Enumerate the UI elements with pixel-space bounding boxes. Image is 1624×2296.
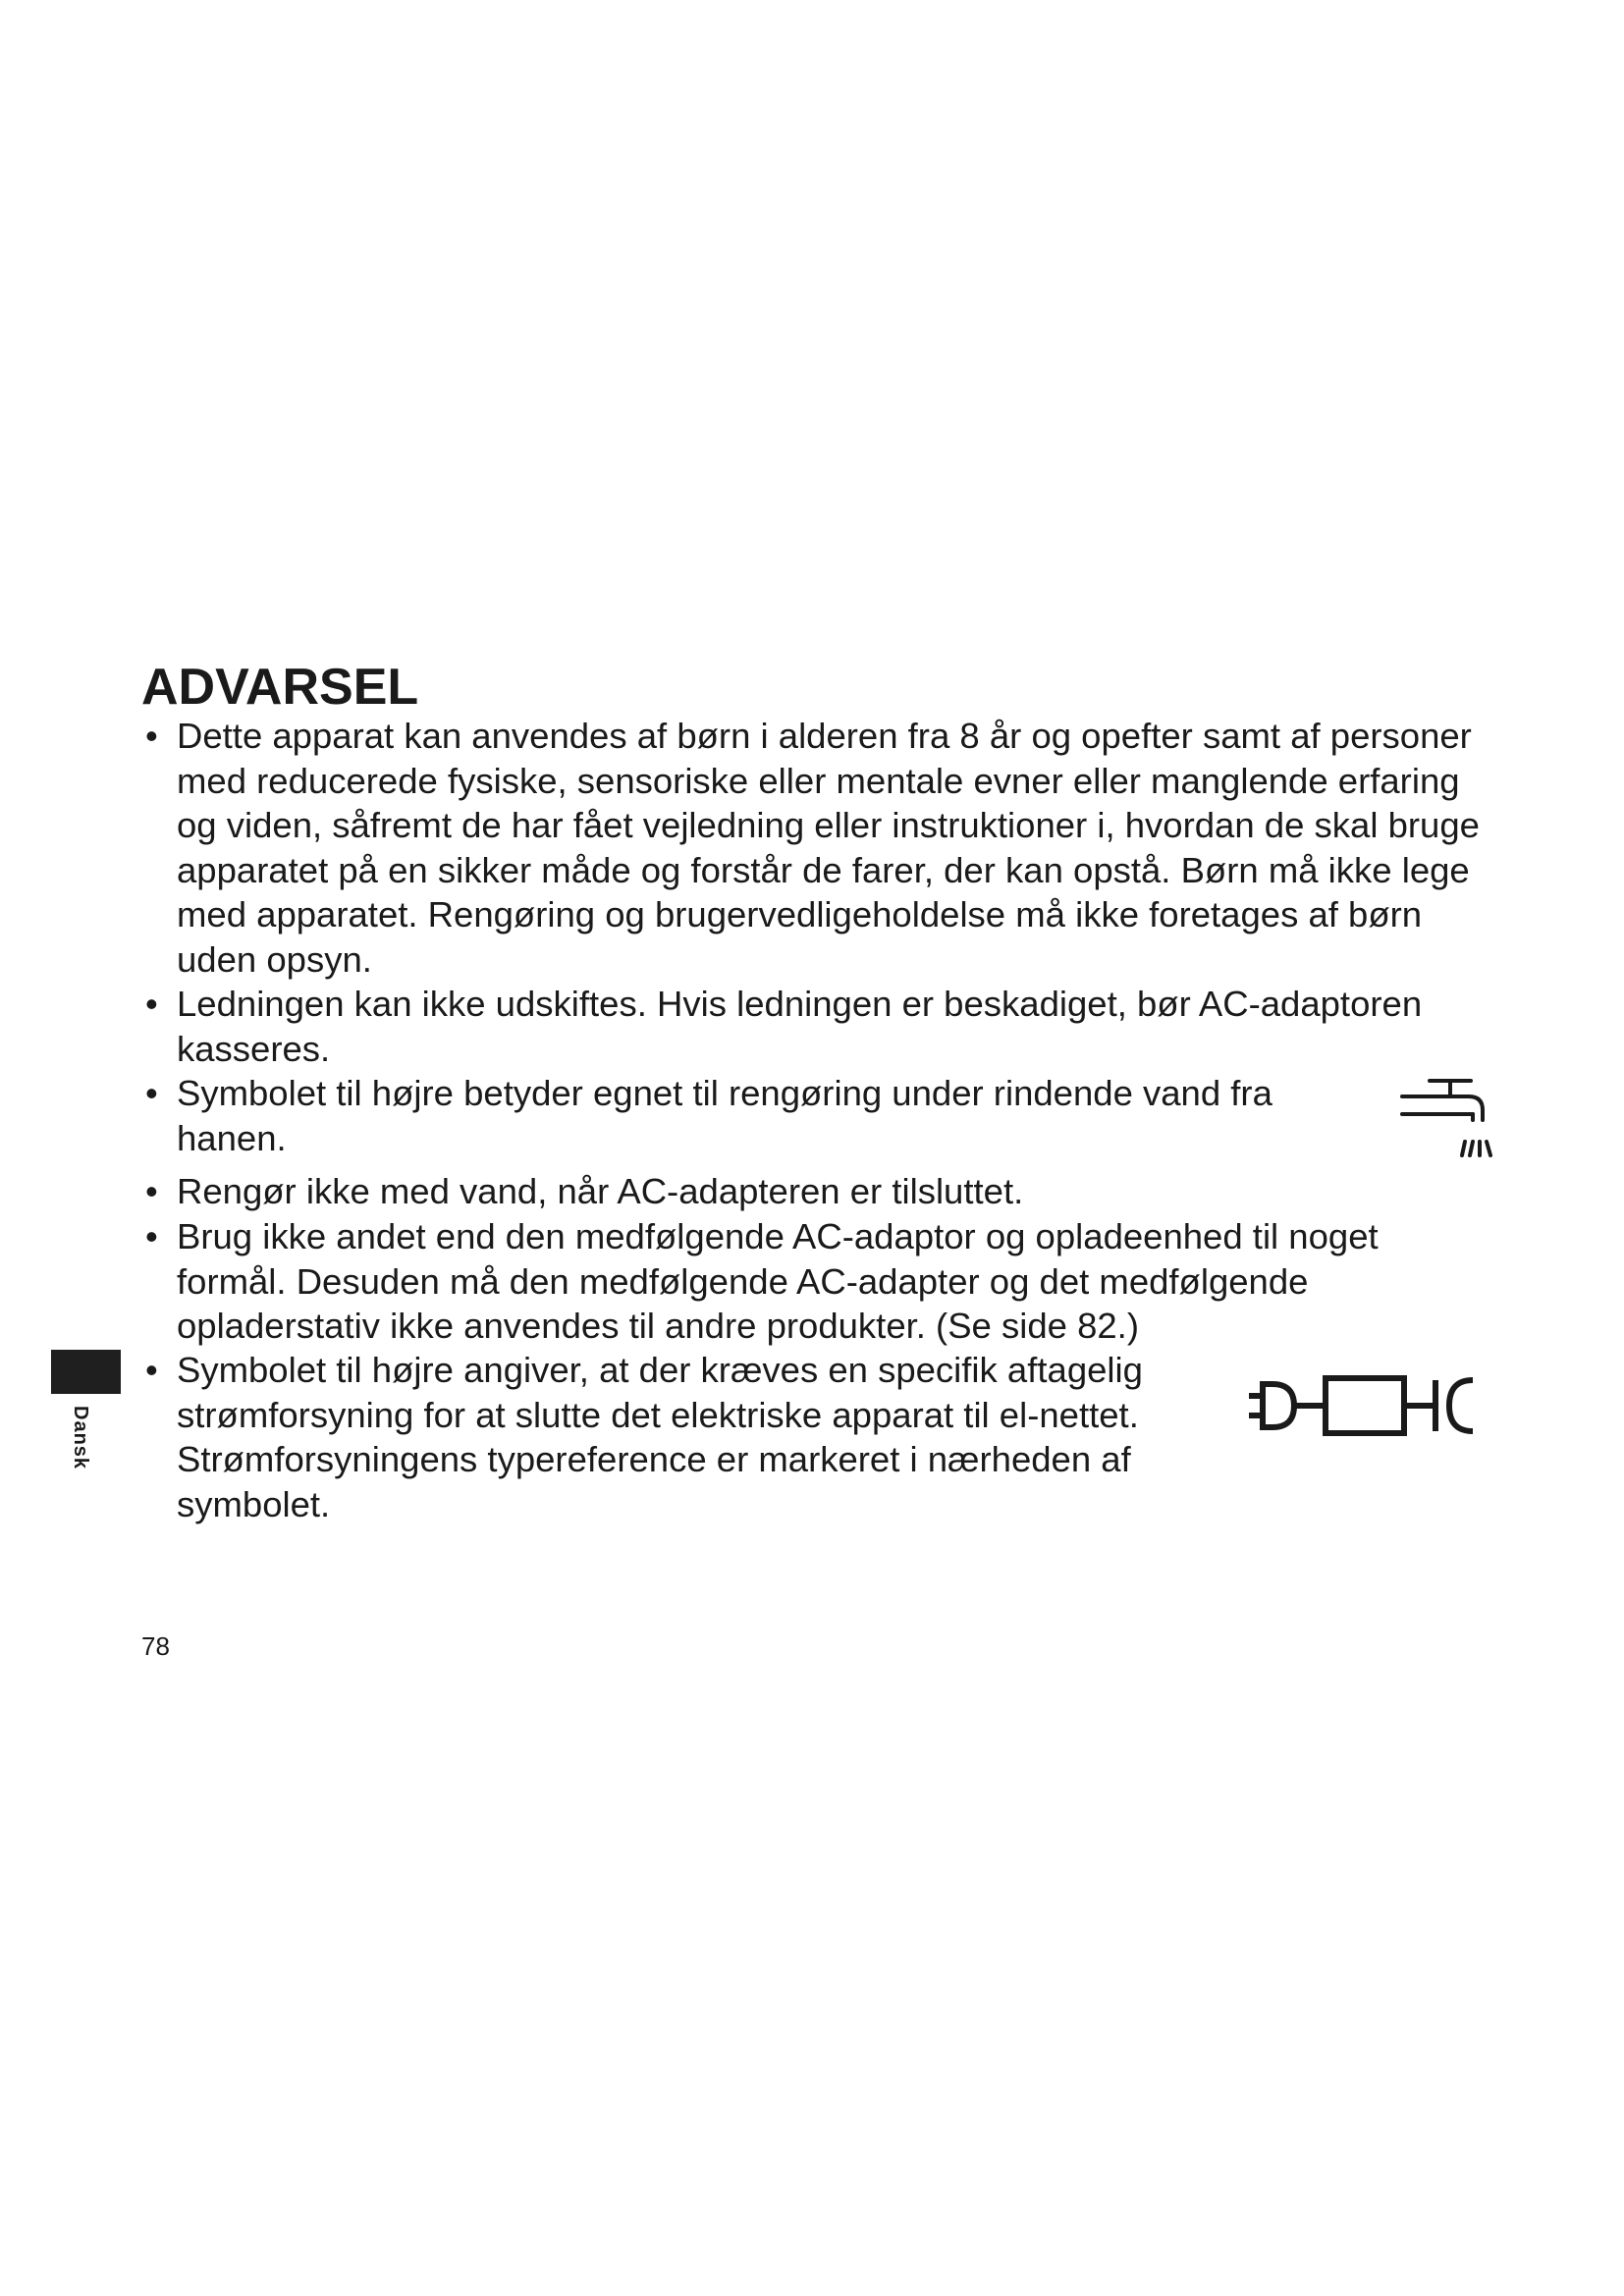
warning-item <box>145 1348 1149 1526</box>
language-tab-label: Dansk <box>70 1406 91 1470</box>
bullet: • <box>145 984 158 1024</box>
water-tap-icon <box>1392 1075 1494 1169</box>
bullet: • <box>145 1216 158 1256</box>
warning-item <box>145 1071 1355 1160</box>
warning-text: Symbolet til højre angiver, at der kræves en specifik aftagelig strømforsyning for at slutte det elektriske apparat til el-nettet. Strømforsyningens typereference er markeret i nærheden af symbolet. <box>177 1350 1143 1524</box>
warning-item <box>145 1169 1453 1214</box>
warning-text: Symbolet til højre betyder egnet til rengøring under rindende vand fra hanen. <box>177 1073 1272 1158</box>
warning-heading: ADVARSEL <box>141 659 419 716</box>
bullet: • <box>145 1073 158 1113</box>
language-tab-marker <box>51 1350 121 1394</box>
warning-item <box>145 714 1492 982</box>
detachable-power-supply-icon <box>1245 1366 1483 1445</box>
warning-item <box>145 1214 1492 1349</box>
bullet: • <box>145 1171 158 1211</box>
page-number: 78 <box>141 1631 170 1661</box>
warning-text: Ledningen kan ikke udskiftes. Hvis ledningen er beskadiget, bør AC-adaptoren kasseres. <box>177 984 1423 1069</box>
warning-item <box>145 982 1453 1071</box>
bullet: • <box>145 716 158 756</box>
warning-text: Brug ikke andet end den medfølgende AC-adaptor og opladeenhed til noget formål. Desuden må den medfølgende AC-adapter og det medfølgende opladerstativ ikke anvendes til andre produkter. (Se side 82.) <box>177 1216 1379 1346</box>
bullet: • <box>145 1350 158 1390</box>
warning-text: Rengør ikke med vand, når AC-adapteren er tilsluttet. <box>177 1171 1024 1211</box>
warning-text: Dette apparat kan anvendes af børn i alderen fra 8 år og opefter samt af personer med reducerede fysiske, sensoriske eller mentale evner eller manglende erfaring og viden, såfremt de har fået vejledning eller instruktioner i, hvordan de skal bruge apparatet på en sikker måde og forstår de farer, der kan opstå. Børn må ikke lege med apparatet. Rengøring og brugervedligeholdelse må ikke foretages af børn uden opsyn. <box>177 716 1480 980</box>
